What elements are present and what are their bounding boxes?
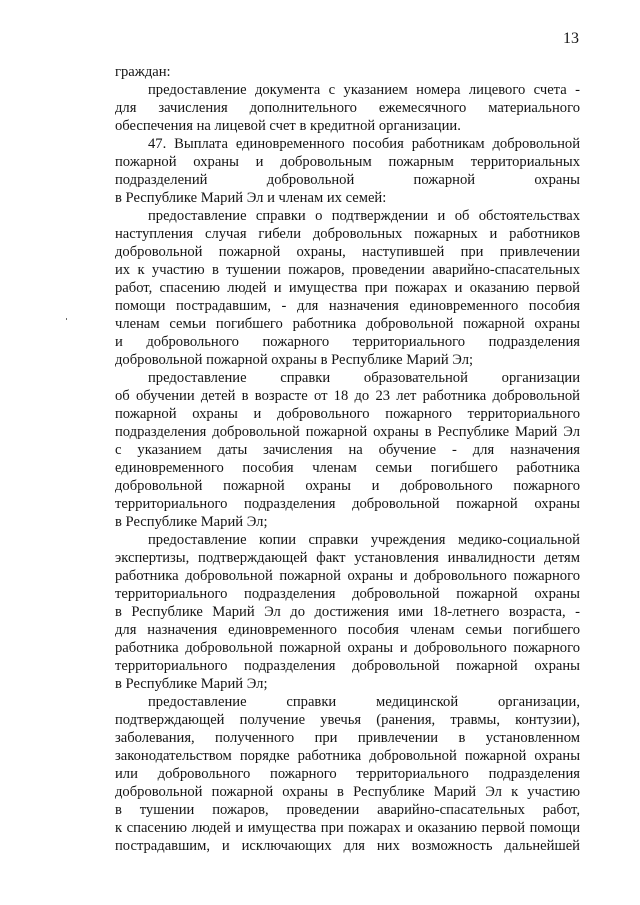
text-line: предоставление копии справки учреждения медико-социальной <box>148 532 580 548</box>
text-line: заболевания, полученного при привлечении в установленном <box>115 730 580 746</box>
text-line: помощи пострадавшим, - для назначения единовременного пособия <box>115 298 580 314</box>
text-line: территориального подразделения добровольной пожарной охраны <box>115 658 580 674</box>
page-number: 13 <box>563 30 579 47</box>
text-line: наступления случая гибели добровольных пожарных и работников <box>115 226 580 242</box>
text-line: граждан: <box>115 64 171 80</box>
text-line: территориального подразделения добровольной пожарной охраны <box>115 496 580 512</box>
text-line: в Республике Марий Эл; <box>115 676 268 692</box>
text-line: территориального подразделения добровольной пожарной охраны <box>115 586 580 602</box>
text-line: для назначения единовременного пособия членам семьи погибшего <box>115 622 580 638</box>
text-line: добровольной пожарной охраны в Республике Марий Эл к участию <box>115 784 580 800</box>
text-line: обеспечения на лицевой счет в кредитной организации. <box>115 118 461 134</box>
text-line: экспертизы, подтверждающей факт установления инвалидности детям <box>115 550 580 566</box>
text-line: пожарной охраны и добровольным пожарным территориальных <box>115 154 580 170</box>
text-line: предоставление справки медицинской организации, <box>148 694 580 710</box>
text-line: законодательством порядке работника добровольной пожарной охраны <box>115 748 580 764</box>
text-line: пожарной охраны и добровольного пожарного территориального <box>115 406 580 422</box>
text-line: единовременного пособия членам семьи погибшего работника <box>115 460 580 476</box>
text-line: добровольной пожарной охраны и добровольного пожарного <box>115 478 580 494</box>
text-line: об обучении детей в возрасте от 18 до 23 лет работника добровольной <box>115 388 580 404</box>
text-line: подтверждающей получение увечья (ранения, травмы, контузии), <box>115 712 580 728</box>
document-body <box>115 63 580 855</box>
text-line: подразделений добровольной пожарной охраны <box>115 172 580 188</box>
text-line: предоставление справки образовательной организации <box>148 370 580 386</box>
text-line: пострадавшим, и исключающих для них возможность дальнейшей <box>115 838 580 854</box>
text-line: предоставление документа с указанием номера лицевого счета - <box>148 82 580 98</box>
text-line: в тушении пожаров, проведении аварийно-спасательных работ, <box>115 802 580 818</box>
text-line: для зачисления дополнительного ежемесячного материального <box>115 100 580 116</box>
text-line: в Республике Марий Эл; <box>115 514 268 530</box>
scan-speck <box>66 318 67 320</box>
text-line: подразделения добровольной пожарной охраны в Республике Марий Эл <box>115 424 580 440</box>
text-line: или добровольного пожарного территориального подразделения <box>115 766 580 782</box>
text-line: их к участию в тушении пожаров, проведении аварийно-спасательных <box>115 262 580 278</box>
text-line: и добровольного пожарного территориального подразделения <box>115 334 580 350</box>
text-line: работ, спасению людей и имущества при пожарах и оказанию первой <box>115 280 580 296</box>
text-line: предоставление справки о подтверждении и об обстоятельствах <box>148 208 580 224</box>
text-line: добровольной пожарной охраны в Республике Марий Эл; <box>115 352 474 368</box>
text-line: работника добровольной пожарной охраны и добровольного пожарного <box>115 568 580 584</box>
text-line: добровольной пожарной охраны, наступившей при привлечении <box>115 244 580 260</box>
text-line: в Республике Марий Эл и членам их семей: <box>115 190 387 206</box>
text-line: к спасению людей и имущества при пожарах и оказанию первой помощи <box>115 820 580 836</box>
text-line: с указанием даты зачисления на обучение - для назначения <box>115 442 580 458</box>
text-line: работника добровольной пожарной охраны и добровольного пожарного <box>115 640 580 656</box>
text-line: 47. Выплата единовременного пособия работникам добровольной <box>148 136 580 152</box>
text-line: в Республике Марий Эл до достижения ими 18-летнего возраста, - <box>115 604 580 620</box>
text-line: членам семьи погибшего работника добровольной пожарной охраны <box>115 316 580 332</box>
